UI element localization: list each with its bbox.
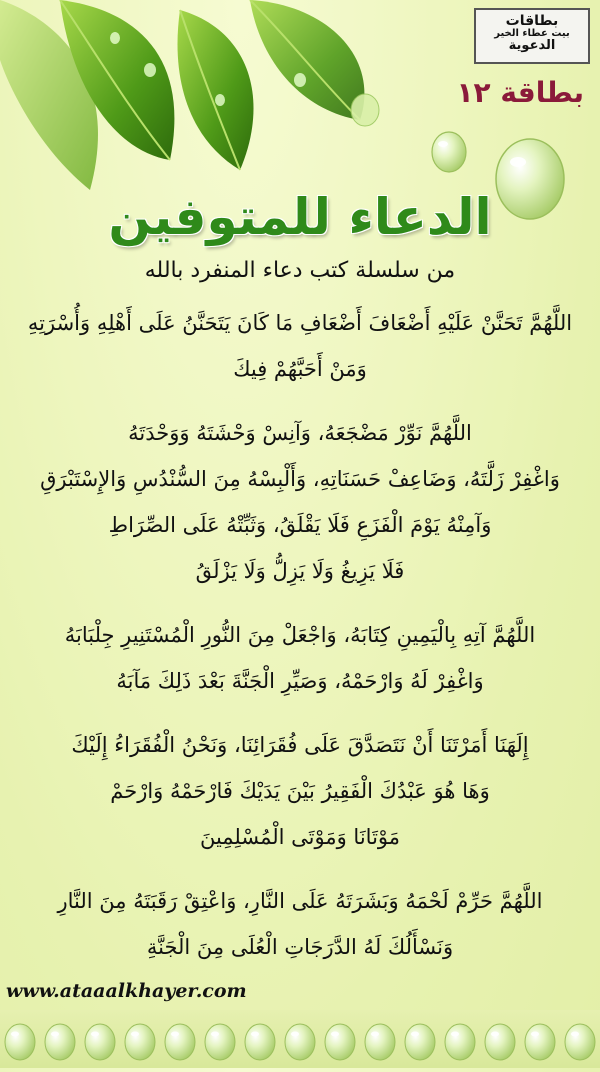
drop-highlight [211, 1032, 219, 1037]
logo [474, 8, 590, 64]
drop-highlight [11, 1032, 19, 1037]
prayer-line: اللَّهُمَّ نَوِّرْ مَضْجَعَهُ، وَآنِسْ وَحْشَتَهُ وَوَحْدَتَهُ [128, 421, 472, 445]
drop-highlight [371, 1032, 379, 1037]
water-drop-icon [485, 1024, 515, 1060]
water-drop-icon [125, 1024, 155, 1060]
water-drop-icon [5, 1024, 35, 1060]
prayer-line: وَمَنْ أَحَبَّهُمْ فِيكَ [233, 357, 367, 381]
prayer-paragraph [0, 410, 600, 594]
drops-row-icon [0, 1010, 600, 1068]
prayer-line: اللَّهُمَّ تَحَنَّنْ عَلَيْهِ أَضْعَافَ أَضْعَافِ مَا كَانَ يَتَحَنَّنُ عَلَى أَهْلِهِ وَأُسْرَتِهِ [27, 311, 573, 335]
drop-highlight [451, 1032, 459, 1037]
water-drop-icon [205, 1024, 235, 1060]
prayer-paragraph [0, 878, 600, 970]
water-drop-icon [325, 1024, 355, 1060]
card-number: بطاقة ١٢ [456, 76, 584, 109]
drop-highlight [171, 1032, 179, 1037]
prayer-paragraph [0, 612, 600, 704]
water-drop-icon [525, 1024, 555, 1060]
page-subtitle: من سلسلة كتب دعاء المنفرد بالله [144, 258, 456, 283]
prayer-content [0, 300, 600, 988]
logo-line-2: بيت عطاء الخير [494, 27, 570, 39]
drop-highlight [411, 1032, 419, 1037]
water-drop-icon [245, 1024, 275, 1060]
water-drop-icon [45, 1024, 75, 1060]
prayer-paragraph [0, 300, 600, 392]
drop-highlight [331, 1032, 339, 1037]
website-link[interactable]: www.ataaalkhayer.com [6, 980, 247, 1002]
prayer-line: إِلَهَنَا أَمَرْتَنَا أَنْ نَتَصَدَّقَ عَلَى فُقَرَائِنَا، وَنَحْنُ الْفُقَرَاءُ إِلَيْكَ [71, 733, 529, 757]
prayer-line: وَاغْفِرْ زَلَّتَهُ، وَضَاعِفْ حَسَنَاتِهِ، وَأَلْبِسْهُ مِنَ السُّنْدُسِ وَالإِسْتَبْرَقِ [40, 467, 560, 491]
leaves-decoration [0, 0, 420, 200]
page-title: الدعاء للمتوفين [108, 188, 492, 246]
drop-highlight [571, 1032, 579, 1037]
prayer-line: مَوْتَانَا وَمَوْتَى الْمُسْلِمِينَ [199, 825, 401, 849]
prayer-line: وَاغْفِرْ لَهُ وَارْحَمْهُ، وَصَيِّرِ الْجَنَّةَ بَعْدَ ذَلِكَ مَآبَهُ [116, 669, 484, 693]
water-drop-icon [165, 1024, 195, 1060]
prayer-line: اللَّهُمَّ حَرِّمْ لَحْمَهُ وَبَشَرَتَهُ عَلَى النَّارِ، وَاعْتِقْ رَقَبَتَهُ مِنَ النَّارِ [57, 889, 543, 913]
drop-highlight [251, 1032, 259, 1037]
drop-highlight [491, 1032, 499, 1037]
drop-highlight [51, 1032, 59, 1037]
water-drop-icon [430, 130, 468, 174]
prayer-line: اللَّهُمَّ آتِهِ بِالْيَمِينِ كِتَابَهُ، وَاجْعَلْ مِنَ النُّورِ الْمُسْتَنِيرِ جِلْبَابَهُ [64, 623, 536, 647]
water-drop-icon [85, 1024, 115, 1060]
prayer-line: وَهَا هُوَ عَبْدُكَ الْفَقِيرُ بَيْنَ يَدَيْكَ فَارْحَمْهُ وَارْحَمْ [110, 779, 490, 803]
drop-highlight [291, 1032, 299, 1037]
drop-highlight [91, 1032, 99, 1037]
logo-line-1: بطاقات [505, 13, 559, 29]
prayer-line: وَنَسْأَلُكَ لَهُ الدَّرَجَاتِ الْعُلَى مِنَ الْجَنَّةِ [146, 935, 454, 959]
prayer-paragraph [0, 722, 600, 860]
logo-line-3: الدعوية [508, 38, 556, 54]
prayer-line: وَآمِنْهُ يَوْمَ الْفَزَعِ فَلَا يَقْلَقُ، وَثَبِّتْهُ عَلَى الصِّرَاطِ [108, 513, 492, 537]
water-drop-icon [565, 1024, 595, 1060]
bottom-drops-border [0, 1010, 600, 1068]
prayer-line: فَلَا يَزِيغُ وَلَا يَزِلُّ وَلَا يَزْلَقُ [195, 559, 405, 583]
water-drop-icon [445, 1024, 475, 1060]
water-drop-icon [285, 1024, 315, 1060]
water-drop-icon [365, 1024, 395, 1060]
drop-highlight [131, 1032, 139, 1037]
water-drop-icon [405, 1024, 435, 1060]
drop-highlight [531, 1032, 539, 1037]
